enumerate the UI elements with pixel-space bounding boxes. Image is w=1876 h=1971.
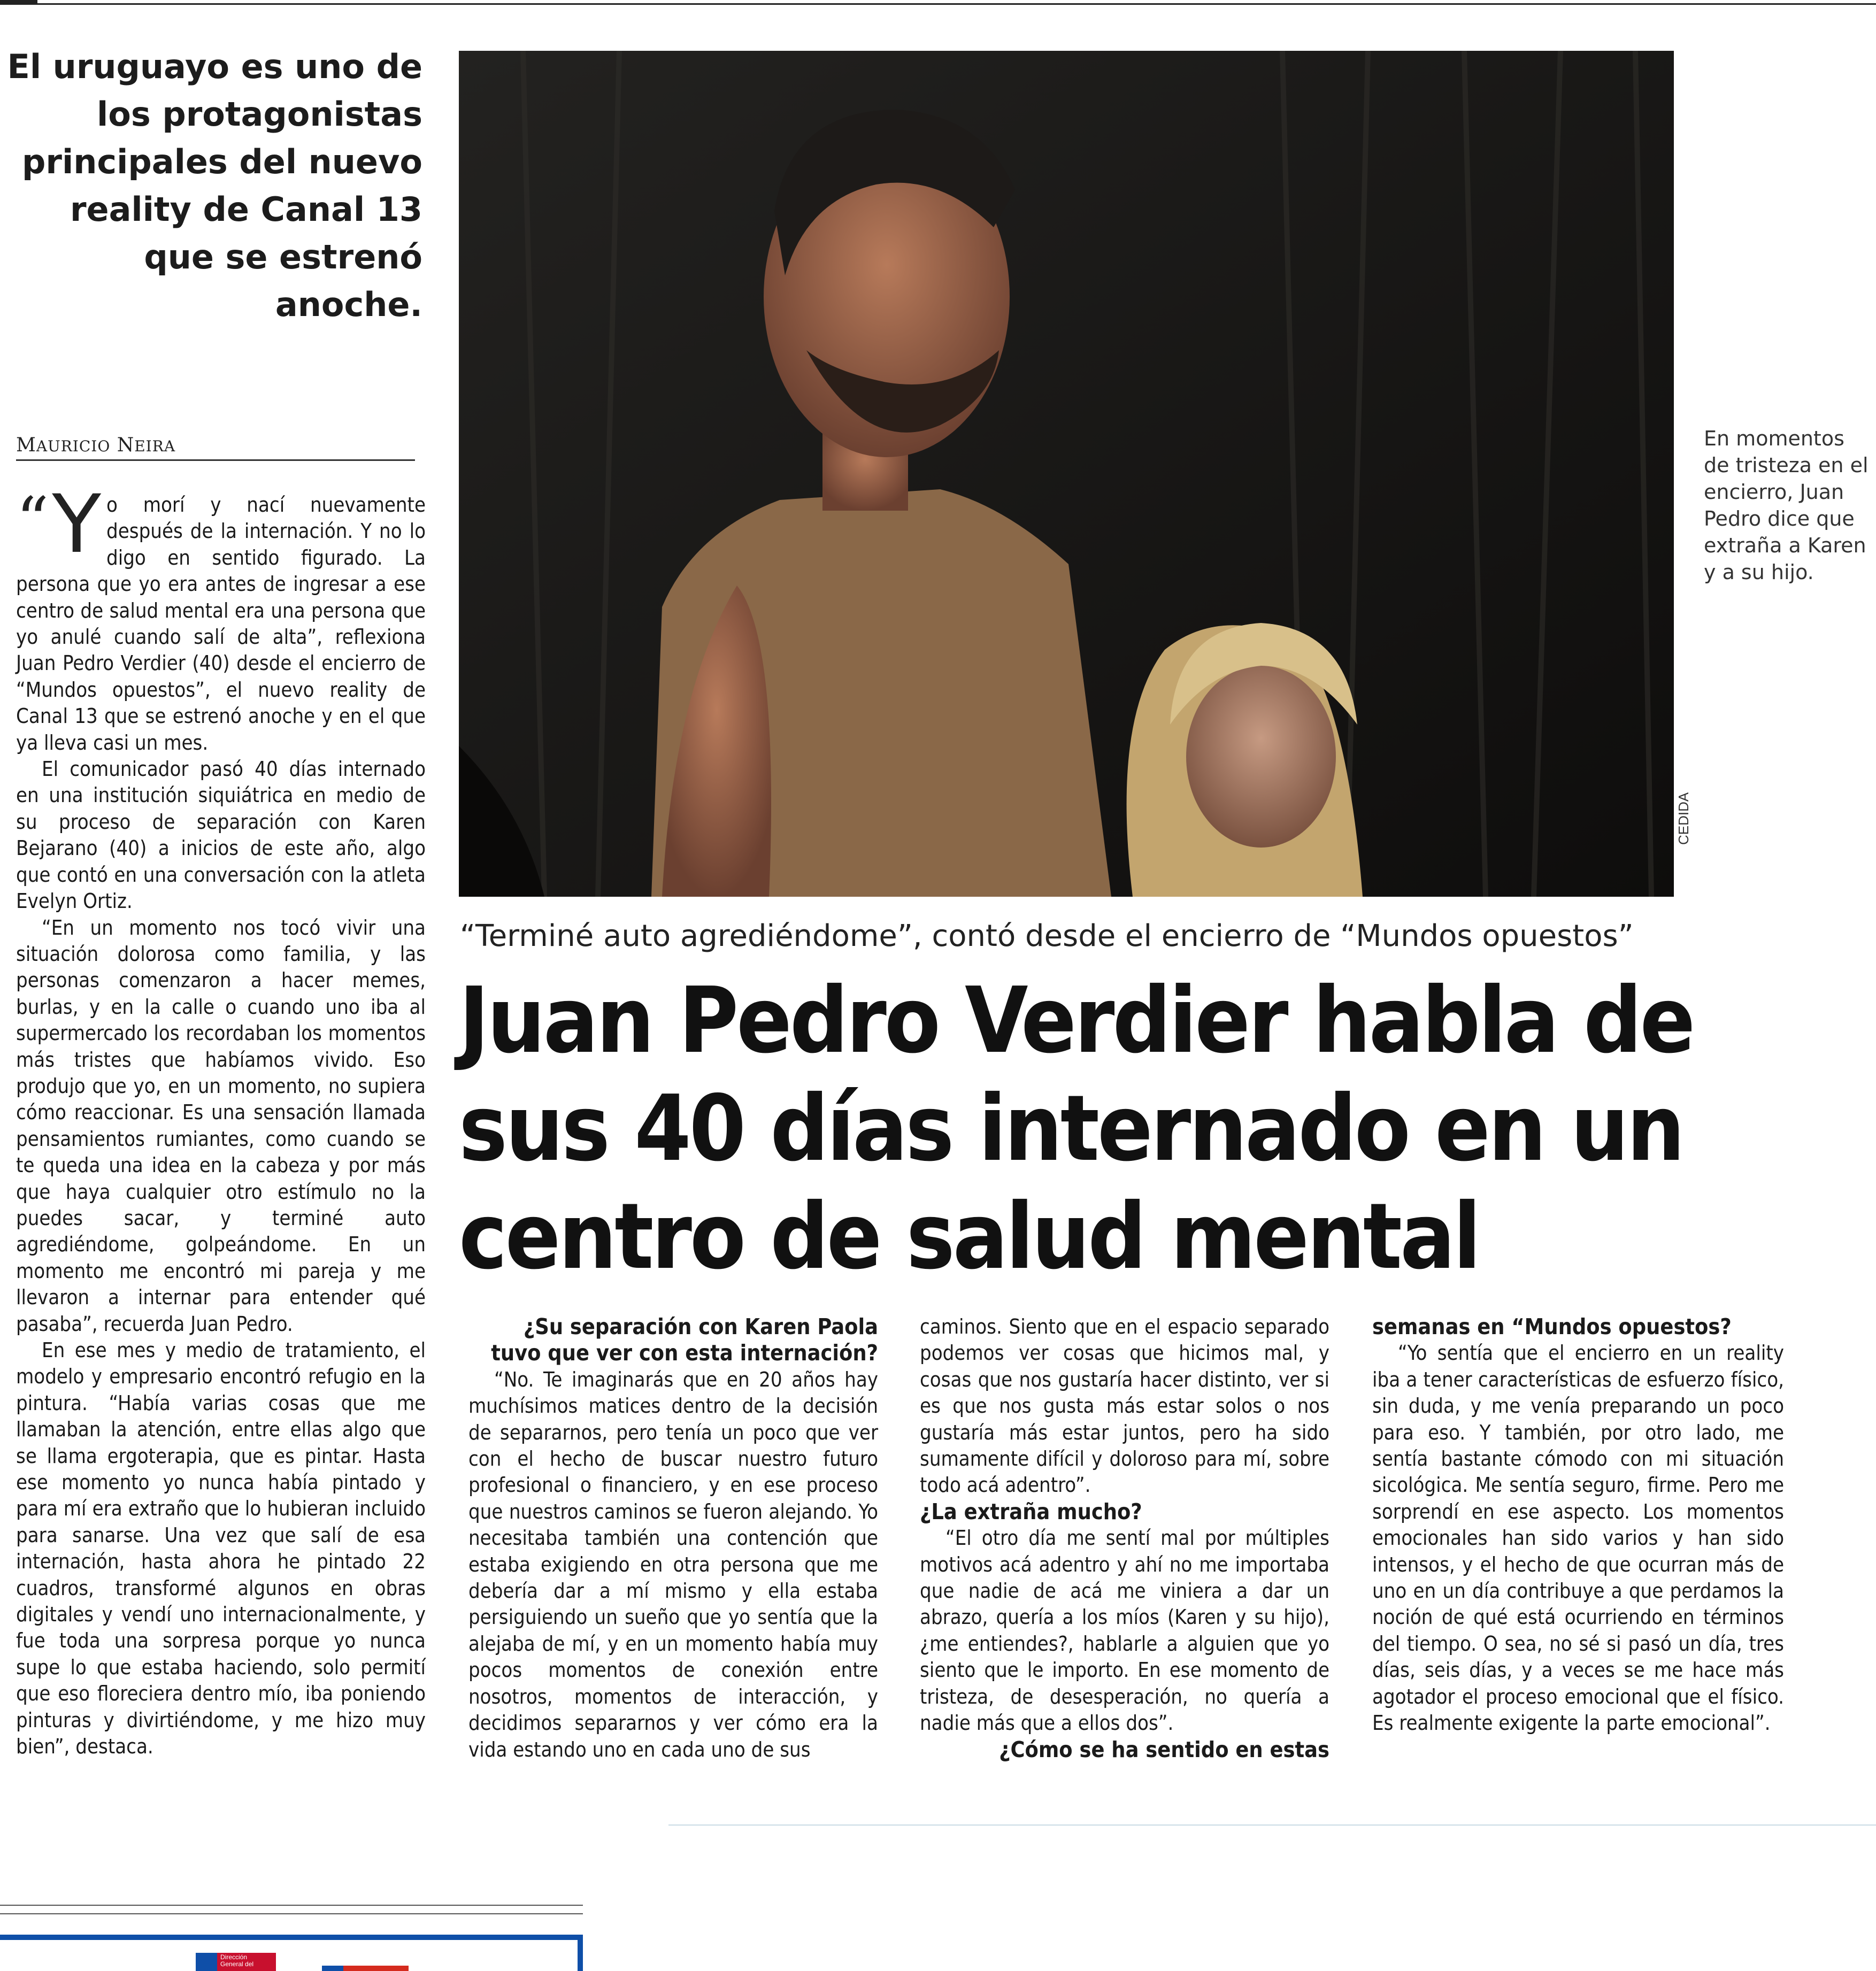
body-paragraph-3: “En un momento nos tocó vivir una situación dolorosa como familia, y las personas comenzaron a hacer memes, burlas, y en la calle o cuando uno iba al supermercado los recordaban los momentos más tristes que habíamos vivido. Eso produjo que yo, en un momento, no supiera cómo reaccionar. Es una sensación llamada pensamientos rumiantes, como cuando se te queda una idea en la cabeza y por más que haya cualquier otro estímulo no la puedes sacar, y terminé auto agrediéndome, golpeándome. En un momento me encontró mi pareja y me llevaron a internar para entender qué pasaba”, recuerda Juan Pedro. [16, 915, 426, 1336]
government-logo-text [220, 1954, 253, 1968]
question-3-end: semanas en “Mundos opuestos? [1372, 1314, 1732, 1339]
section-separator [668, 1824, 1876, 1826]
flag-red-block [343, 1966, 409, 1971]
body-paragraph-1-text: o morí y nací nuevamente después de la internación. Y no lo digo en sentido figurado. La persona que yo era antes de ingresar a ese centro de salud mental era una persona que yo anulé cuando salí de alta”, reflexiona Juan Pedro Verdier (40) desde el encierro de “Mundos opuestos”, el nuevo reality de Canal 13 que se estrenó anoche y en el que ya lleva casi un mes. [16, 493, 426, 754]
answer-1: “No. Te imaginarás que en 20 años hay muchísimos matices dentro de la decisión de separarnos, pero tenía un poco que ver con el hecho de buscar nuestro futuro profesional o financiero, y en ese proceso que nuestros caminos se fueron alejando. Yo necesitaba también una contención que estaba exigiendo en otra persona que me debería dar a mí mismo y ella estaba persiguiendo un sueño que yo sentía que la alejaba de mí, y en un momento había muy pocos momentos de conexión entre nosotros, momentos de interacción, y decidimos separarnos y ver cómo era la vida estando uno en cada uno de sus [468, 1367, 878, 1761]
byline-last-rest: EIRA [134, 437, 176, 455]
advertisement-banner [0, 1935, 583, 1971]
photo-credit: CEDIDA [1675, 792, 1692, 845]
question-2: ¿La extraña mucho? [920, 1498, 1142, 1525]
logo-text-line-2: General del [220, 1960, 254, 1968]
body-paragraph-2: El comunicador pasó 40 días internado en una institución siquiátrica en medio de su proceso de separación con Karen Bejarano (40) a inicios de este año, algo que contó en una conversación con la atleta Evelyn Ortiz. [16, 757, 426, 913]
body-paragraph-1 [16, 478, 426, 756]
lead-paragraph: El uruguayo es uno de los protagonistas principales del nuevo reality de Canal 13 que se estrenó anoche. [7, 47, 422, 324]
top-rule-mark [0, 0, 37, 4]
top-rule [0, 3, 1876, 5]
answer-1-continued: caminos. Siento que en el espacio separado podemos ver cosas que hicimos mal, y cosas que nos gustaría hacer distinto, ver si es que nos gusta más estar solos o nos gustaría más estar juntos, pero ha sido sumamente difícil y doloroso para mí, sobre todo acá adentro”. [920, 1315, 1329, 1497]
article-photo [459, 51, 1674, 897]
byline-first-initial: M [16, 434, 36, 456]
byline-first-rest: AURICIO [36, 437, 111, 455]
footer-rule-top [0, 1905, 583, 1906]
drop-cap: Y [52, 478, 101, 571]
headline: Juan Pedro Verdier habla de sus 40 días internado en un centro de salud mental [459, 968, 1694, 1290]
open-quote: “ [16, 484, 49, 558]
article-column-1 [16, 478, 426, 1760]
question-3-start: ¿Cómo se ha sentido en estas [999, 1736, 1329, 1762]
answer-3: “Yo sentía que el encierro en un reality iba a tener características de esfuerzo físico, sin duda, y me venía preparando un poco para eso. Y también, por otro lado, me sentía bastante cómodo con mi situación sicológica. Me sentía seguro, firme. Pero me sorprendí en ese aspecto. Los momentos emocionales han sido varios y han sido intensos, y el hecho de que ocurran más de uno en un día contribuye a que perdamos la noción de qué está ocurriendo en términos del tiempo. O sea, no sé si pasó un día, tres días, seis días, y a veces se me hace más agotador el proceso emocional que el físico. Es realmente exigente la parte emocional”. [1372, 1341, 1784, 1735]
flag-blue-block [322, 1966, 343, 1971]
body-paragraph-4: En ese mes y medio de tratamiento, el modelo y empresario encontró refugio en la pintura. “Había varias cosas que me llamaban la atención, entre ellas algo que se llama ergoterapia, que es pintar. Hasta ese momento yo nunca había pintado y para mí era extraño que lo hubieran incluido para sanarse. Una vez que salí de esa internación, hasta ahora he pintado 22 cuadros, transformé algunos en obras digitales y vendí uno internacionalmente, y fue toda una sorpresa porque yo nunca supe lo que estaba haciendo, solo permití que eso floreciera dentro mío, iba poniendo pinturas y divirtiéndome, y me hizo muy bien”, destaca. [16, 1338, 426, 1759]
footer-rule-bottom [0, 1913, 583, 1914]
article-column-4 [1372, 1314, 1784, 1737]
article-column-2 [468, 1314, 878, 1763]
answer-2: “El otro día me sentí mal por múltiples motivos acá adentro y ahí no me importaba que nadie de acá me viniera a dar un abrazo, quería a los míos (Karen y su hijo), ¿me entiendes?, hablarle a alguien que yo siento que le importo. En ese momento de tristeza, de desesperación, no quería a nadie más que a ellos dos”. [920, 1526, 1329, 1735]
photo-caption: En momentos de tristeza en el encierro, Juan Pedro dice que extraña a Karen y a su hijo. [1704, 427, 1869, 584]
question-1: ¿Su separación con Karen Paola tuvo que ver con esta internación? [491, 1314, 878, 1366]
kicker: “Terminé auto agrediéndome”, contó desde el encierro de “Mundos opuestos” [460, 919, 1634, 953]
government-logo-star-icon [196, 1953, 217, 1971]
byline-last-initial: N [117, 434, 135, 456]
byline [16, 434, 415, 461]
article-column-3 [920, 1314, 1329, 1763]
logo-text-line-1: Dirección [220, 1953, 248, 1961]
